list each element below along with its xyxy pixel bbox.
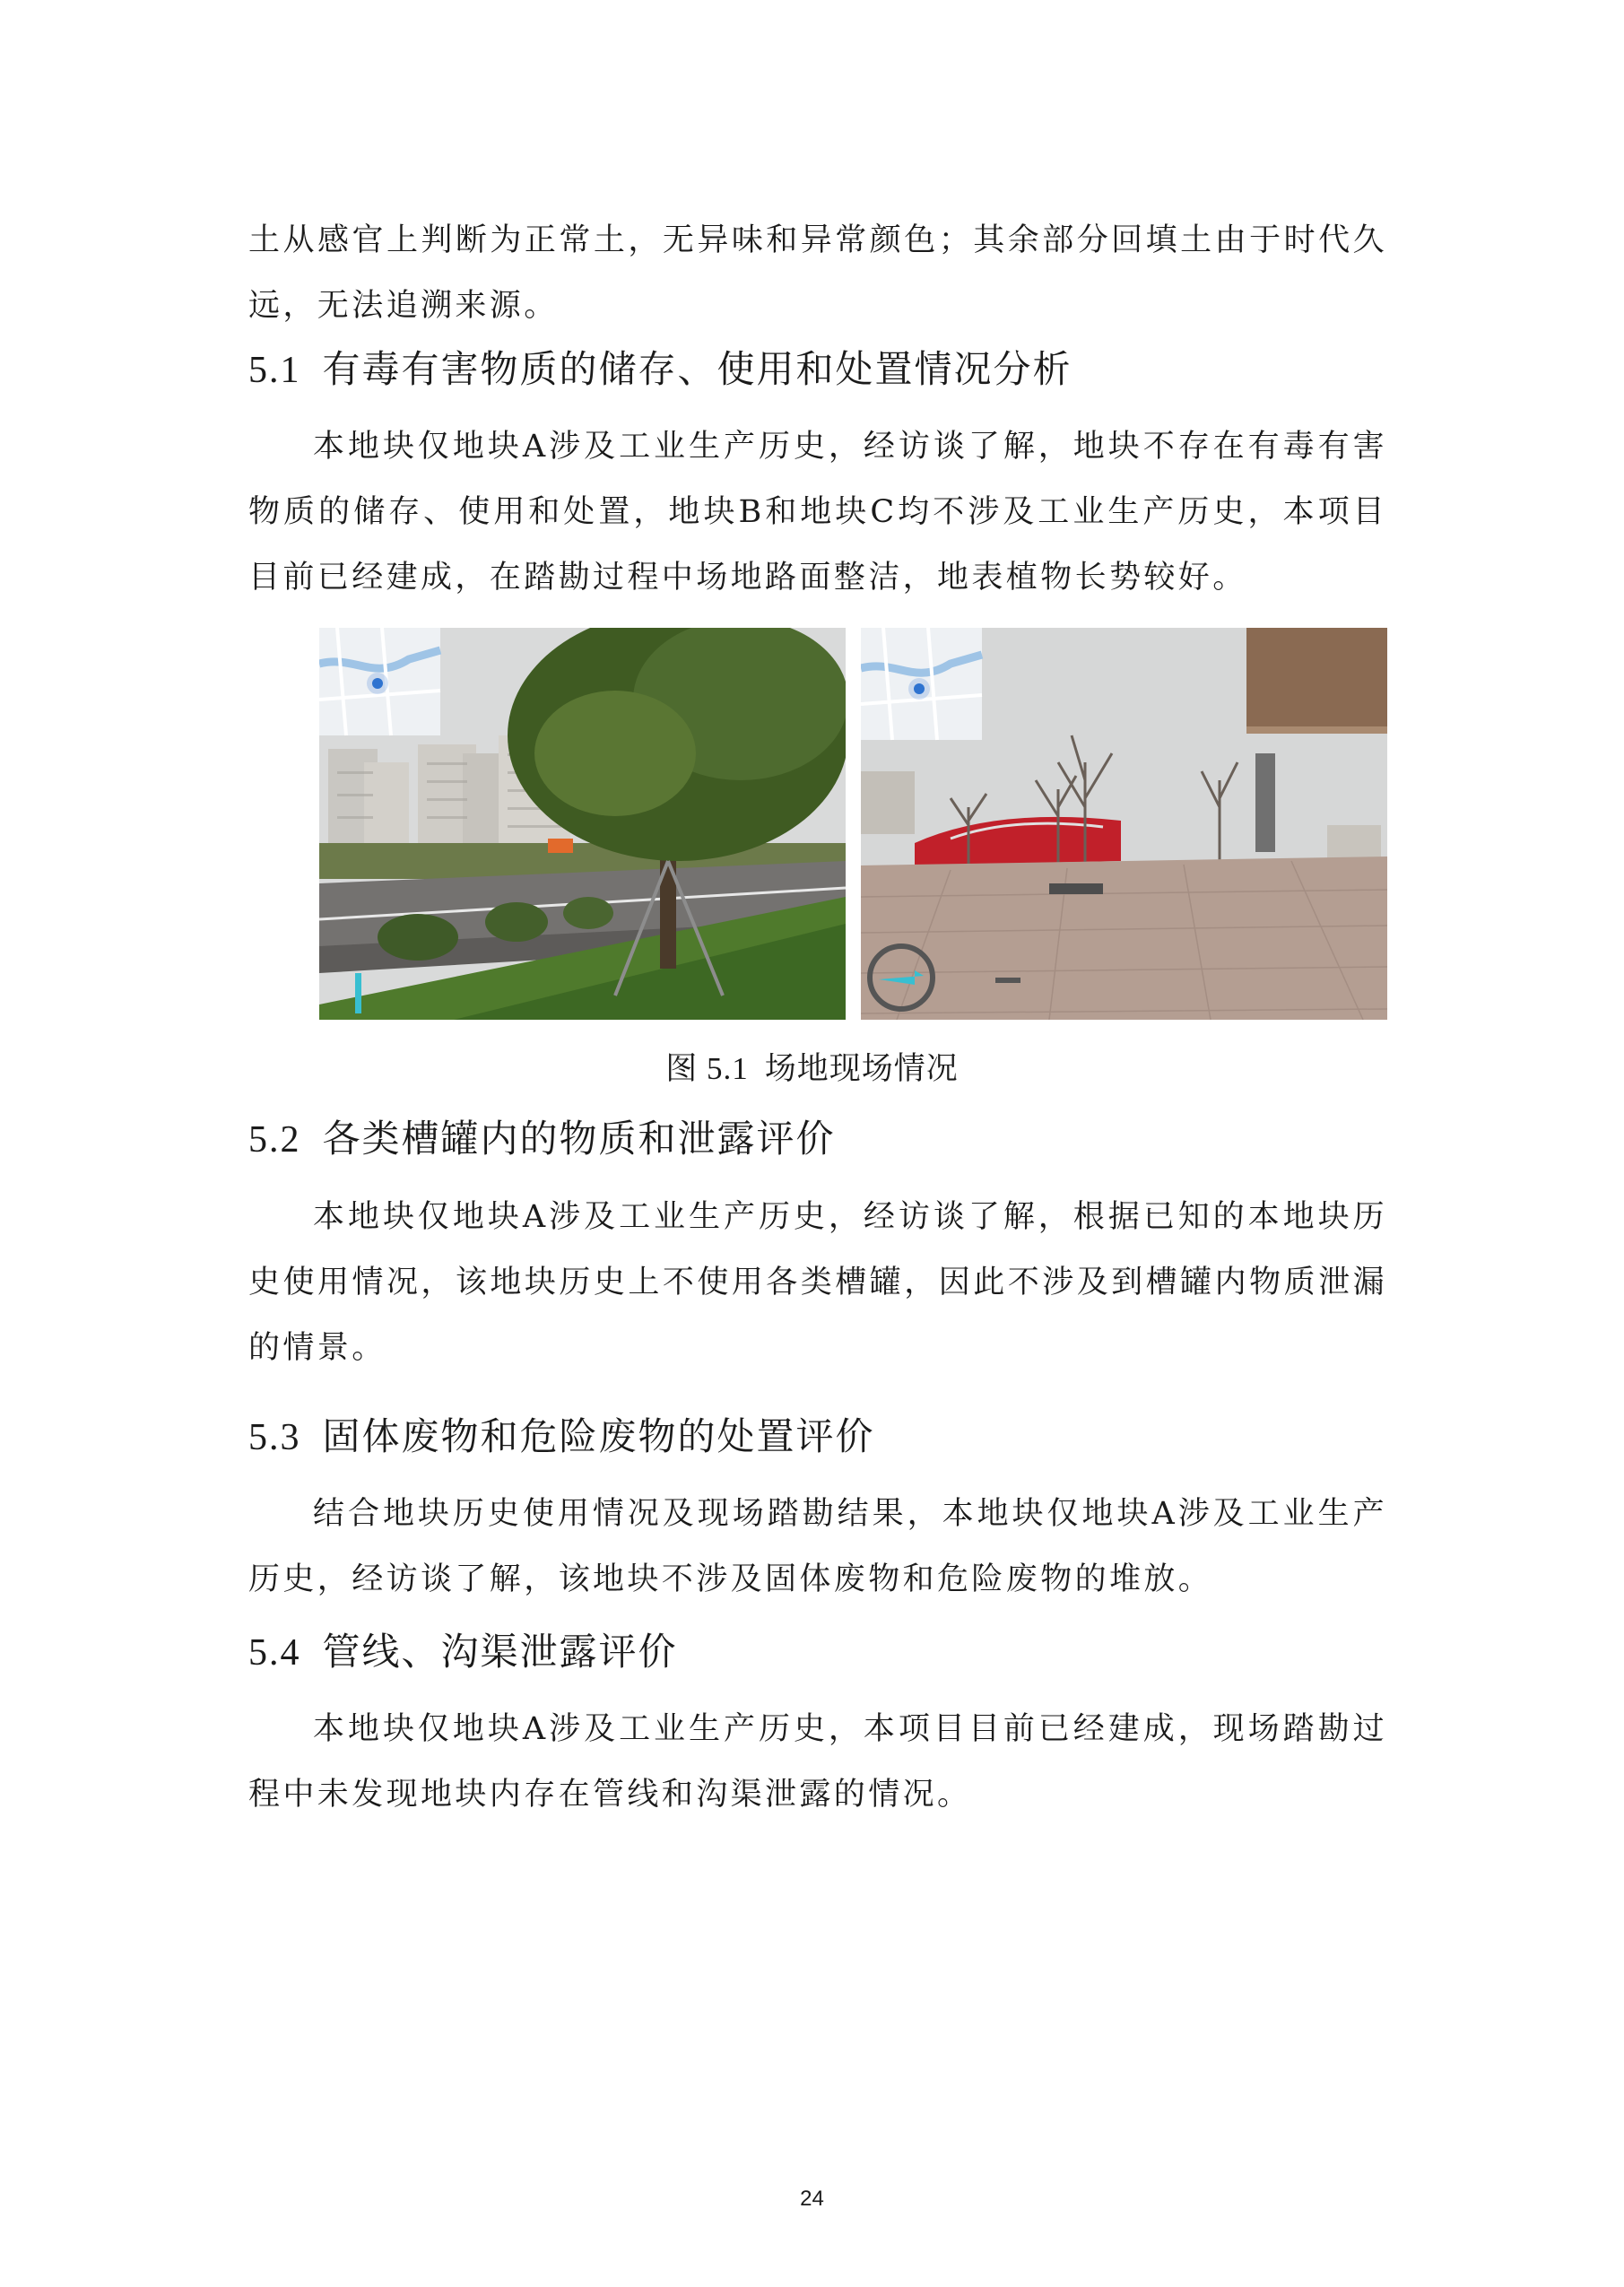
paragraph-section-5-1: 本地块仅地块A涉及工业生产历史，经访谈了解，地块不存在有毒有害物质的储存、使用和处置，地块B和地块C均不涉及工业生产历史，本项目目前已经建成，在踏勘过程中场地路面整洁，地表植物长势较好。 <box>248 429 1387 596</box>
site-photo-plaza <box>861 628 1387 1020</box>
page-number: 24 <box>800 2187 824 2211</box>
section-title: 管线、沟渠泄露评价 <box>322 1630 678 1674</box>
site-photo-road <box>319 628 846 1020</box>
section-number: 5.4 <box>248 1632 301 1674</box>
figure-caption-text: 场地现场情况 <box>764 1051 959 1087</box>
section-heading-5-4 <box>248 1625 1387 1680</box>
figure-number: 图 5.1 <box>665 1051 749 1086</box>
section-title: 固体废物和危险废物的处置评价 <box>322 1414 875 1458</box>
section-number: 5.2 <box>248 1119 301 1161</box>
section-number: 5.3 <box>248 1417 301 1458</box>
section-heading-5-1 <box>248 343 1387 397</box>
section-number: 5.1 <box>248 350 301 391</box>
paragraph-intro-continuation: 土从感官上判断为正常土，无异味和异常颜色；其余部分回填土由于时代久远，无法追溯来源。 <box>248 222 1387 324</box>
section-title: 有毒有害物质的储存、使用和处置情况分析 <box>322 347 1073 391</box>
section-heading-5-3 <box>248 1410 1387 1465</box>
section-title: 各类槽罐内的物质和泄露评价 <box>322 1117 836 1161</box>
paragraph-section-5-2: 本地块仅地块A涉及工业生产历史，经访谈了解，根据已知的本地块历史使用情况，该地块历史上不使用各类槽罐，因此不涉及到槽罐内物质泄漏的情景。 <box>248 1199 1387 1366</box>
paragraph-section-5-3: 结合地块历史使用情况及现场踏勘结果，本地块仅地块A涉及工业生产历史，经访谈了解，该地块不涉及固体废物和危险废物的堆放。 <box>248 1496 1387 1597</box>
section-heading-5-2 <box>248 1112 1387 1167</box>
figure-caption <box>0 1047 1624 1091</box>
paragraph-section-5-4: 本地块仅地块A涉及工业生产历史，本项目目前已经建成，现场踏勘过程中未发现地块内存在管线和沟渠泄露的情况。 <box>248 1711 1387 1813</box>
